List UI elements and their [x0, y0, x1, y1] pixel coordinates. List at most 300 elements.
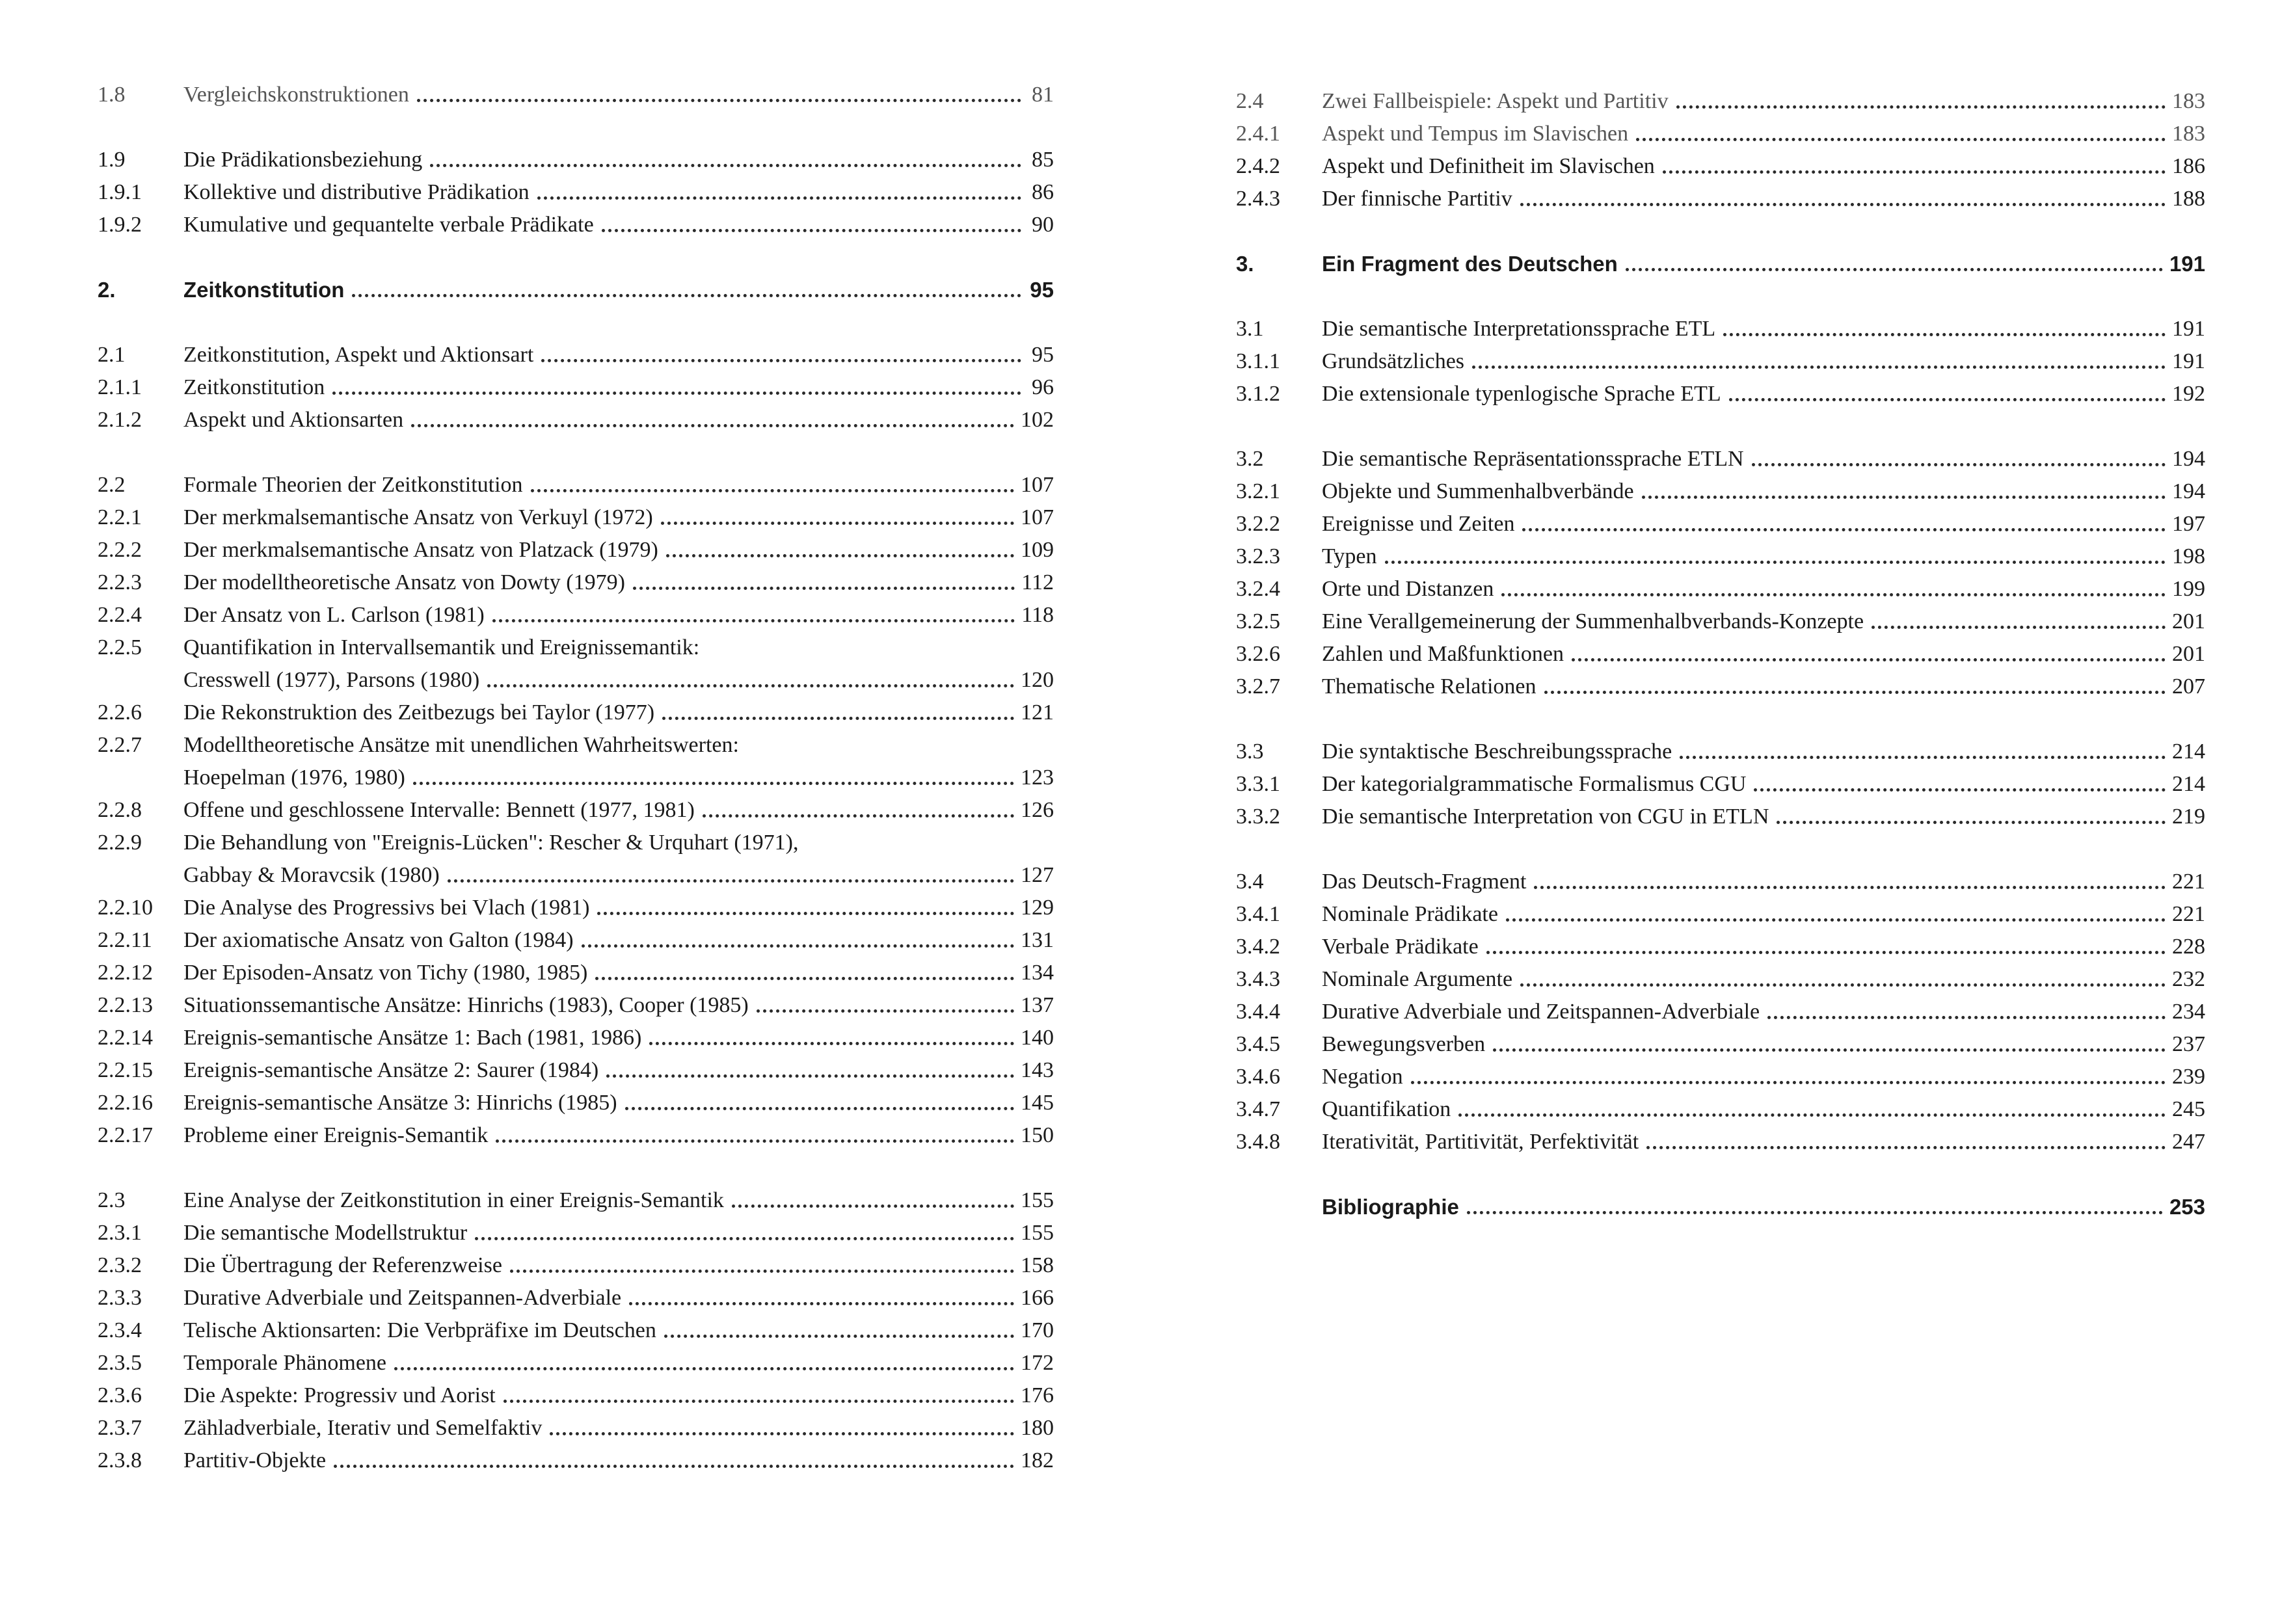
section-number: 3.4 — [1236, 870, 1264, 894]
dot-leader — [1501, 593, 2166, 596]
toc-entry — [1236, 539, 2205, 571]
section-title: Die semantische Modellstruktur — [183, 1221, 468, 1245]
toc-entry — [1236, 506, 2205, 539]
section-number: 3.4.4 — [1236, 1000, 1280, 1024]
page-number: 150 — [1021, 1123, 1054, 1147]
section-title: Hoepelman (1976, 1980) — [183, 765, 405, 790]
section-title: Objekte und Summenhalbverbände — [1322, 479, 1634, 503]
dot-leader — [597, 912, 1014, 915]
toc-entry — [98, 1280, 1054, 1312]
dot-leader — [448, 879, 1014, 883]
section-number: 3.4.6 — [1236, 1065, 1280, 1089]
section-title: Aspekt und Definitheit im Slavischen — [1322, 154, 1655, 178]
section-title: Thematische Relationen — [1322, 674, 1537, 699]
dot-leader — [1872, 626, 2166, 629]
toc-entry — [98, 1312, 1054, 1345]
section-number: 2.2.14 — [98, 1026, 153, 1050]
page-number: 201 — [2172, 642, 2205, 666]
section-number: 3.2.4 — [1236, 577, 1280, 601]
toc-entry — [98, 1247, 1054, 1280]
dot-leader — [1752, 463, 2166, 466]
toc-entry — [98, 565, 1054, 597]
section-title: Der merkmalsemantische Ansatz von Verkuyl (1972) — [183, 505, 653, 529]
toc-entry — [98, 727, 1054, 760]
section-title: Zeitkonstitution — [183, 375, 325, 399]
section-title: Iterativität, Partitivität, Perfektivität — [1322, 1130, 1639, 1154]
section-number: 2.2.3 — [98, 570, 142, 594]
dot-leader — [662, 717, 1014, 720]
toc-entry — [1236, 571, 2205, 604]
toc-entry — [1236, 766, 2205, 799]
dot-leader — [1767, 1016, 2166, 1019]
page-number: 90 — [1032, 213, 1054, 237]
toc-entry — [1236, 441, 2205, 473]
page-number: 96 — [1032, 375, 1054, 399]
page-number: 201 — [2172, 609, 2205, 633]
toc-entry — [98, 142, 1054, 174]
toc-entry — [1236, 669, 2205, 701]
dot-leader — [1680, 756, 2166, 759]
section-number: 2.4.1 — [1236, 122, 1280, 146]
dot-leader — [1636, 138, 2166, 141]
dot-leader — [1520, 983, 2166, 987]
page-number: 95 — [1030, 278, 1054, 302]
dot-leader — [664, 1335, 1014, 1338]
section-title: Das Deutsch-Fragment — [1322, 870, 1527, 894]
section-number: 2.2.12 — [98, 961, 153, 985]
dot-leader — [1534, 886, 2166, 889]
dot-leader — [1493, 1048, 2166, 1052]
section-title: Der Ansatz von L. Carlson (1981) — [183, 603, 485, 627]
dot-leader — [1729, 398, 2166, 401]
section-title: Offene und geschlossene Intervalle: Bennett (1977, 1981) — [183, 798, 695, 822]
section-number: 2.3.1 — [98, 1221, 142, 1245]
page-number: 155 — [1021, 1221, 1054, 1245]
section-number: 3.3.2 — [1236, 805, 1280, 829]
section-number: 2.3.8 — [98, 1448, 142, 1472]
toc-entry — [98, 207, 1054, 239]
dot-leader — [537, 196, 1021, 200]
page-number: 123 — [1021, 765, 1054, 790]
page-number: 129 — [1021, 896, 1054, 920]
toc-entry — [1236, 246, 2205, 278]
section-number: 2.1.1 — [98, 375, 142, 399]
section-title: Die syntaktische Beschreibungssprache — [1322, 739, 1672, 764]
section-number: 2.2.16 — [98, 1091, 153, 1115]
page-number: 158 — [1021, 1253, 1054, 1277]
toc-entry — [98, 174, 1054, 207]
section-title: Nominale Argumente — [1322, 967, 1513, 991]
toc-entry — [98, 922, 1054, 955]
section-number: 3.1.1 — [1236, 349, 1280, 373]
section-title: Negation — [1322, 1065, 1403, 1089]
page-number: 237 — [2172, 1032, 2205, 1056]
toc-entry — [1236, 376, 2205, 408]
toc-entry — [1236, 604, 2205, 636]
dot-leader — [413, 782, 1014, 785]
toc-entry — [98, 272, 1054, 304]
page-number: 214 — [2172, 739, 2205, 764]
section-title: Die semantische Repräsentationssprache ETLN — [1322, 447, 1744, 471]
section-number: 2.3.3 — [98, 1286, 142, 1310]
section-number: 2.2.1 — [98, 505, 142, 529]
section-number: 2.2.5 — [98, 635, 142, 659]
toc-entry — [1236, 1189, 2205, 1221]
page-number: 191 — [2172, 317, 2205, 341]
page-number: 228 — [2172, 935, 2205, 959]
section-number: 1.8 — [98, 83, 126, 107]
section-title: Partitiv-Objekte — [183, 1448, 327, 1472]
section-number: 3.1 — [1236, 317, 1264, 341]
section-title: Der modelltheoretische Ansatz von Dowty (1979) — [183, 570, 625, 594]
toc-entry — [98, 1052, 1054, 1085]
page-number: 109 — [1021, 538, 1054, 562]
page-number: 198 — [2172, 544, 2205, 568]
section-title: Zeitkonstitution, Aspekt und Aktionsart — [183, 343, 534, 367]
page-number: 137 — [1021, 993, 1054, 1017]
section-number: 3.2.5 — [1236, 609, 1280, 633]
section-title: Zwei Fallbeispiele: Aspekt und Partitiv — [1322, 89, 1669, 113]
section-number: 2.3.5 — [98, 1351, 142, 1375]
dot-leader — [606, 1074, 1014, 1078]
section-number: 3.4.1 — [1236, 902, 1280, 926]
toc-entry — [1236, 994, 2205, 1026]
dot-leader — [1486, 951, 2166, 954]
section-title: Bewegungsverben — [1322, 1032, 1486, 1056]
dot-leader — [757, 1009, 1014, 1013]
section-title: Verbale Prädikate — [1322, 935, 1479, 959]
toc-entry — [98, 1117, 1054, 1150]
toc-entry — [98, 337, 1054, 369]
section-number: 2.4 — [1236, 89, 1264, 113]
toc-entry — [98, 695, 1054, 727]
section-title: Die Rekonstruktion des Zeitbezugs bei Taylor (1977) — [183, 700, 655, 725]
toc-entry — [1236, 896, 2205, 929]
dot-leader — [510, 1270, 1014, 1273]
section-number: 2.2.11 — [98, 928, 152, 952]
page-number: 221 — [2172, 870, 2205, 894]
dot-leader — [492, 619, 1015, 622]
page-number: 191 — [2172, 349, 2205, 373]
section-number: 3.4.3 — [1236, 967, 1280, 991]
toc-entry — [1236, 734, 2205, 766]
dot-leader — [503, 1400, 1014, 1403]
section-number: 2.2.6 — [98, 700, 142, 725]
section-title: Die extensionale typenlogische Sprache ETL — [1322, 382, 1721, 406]
section-title: Die Analyse des Progressivs bei Vlach (1981) — [183, 896, 590, 920]
toc-entry — [98, 987, 1054, 1020]
section-title: Zahlen und Maßfunktionen — [1322, 642, 1564, 666]
page-number: 85 — [1032, 148, 1054, 172]
toc-entry — [98, 890, 1054, 922]
section-title: Die Prädikationsbeziehung — [183, 148, 423, 172]
toc-entry — [1236, 343, 2205, 376]
section-number: 2.2.2 — [98, 538, 142, 562]
section-number: 3.4.2 — [1236, 935, 1280, 959]
toc-entry — [1236, 1124, 2205, 1156]
toc-entry — [98, 1215, 1054, 1247]
section-number: 2.2.15 — [98, 1058, 153, 1082]
page-number: 131 — [1021, 928, 1054, 952]
section-number: 2.3 — [98, 1188, 126, 1212]
dot-leader — [1458, 1113, 2166, 1117]
section-title: Ereignis-semantische Ansätze 1: Bach (1981, 1986) — [183, 1026, 642, 1050]
toc-entry — [1236, 311, 2205, 343]
dot-leader — [394, 1367, 1014, 1370]
section-number: 3.2.7 — [1236, 674, 1280, 699]
section-number: 2.3.2 — [98, 1253, 142, 1277]
page-number: 120 — [1021, 668, 1054, 692]
toc-entry — [98, 1443, 1054, 1475]
section-title: Nominale Prädikate — [1322, 902, 1498, 926]
page-number: 245 — [2172, 1097, 2205, 1121]
section-title: Telische Aktionsarten: Die Verbpräfixe im Deutschen — [183, 1318, 656, 1342]
dot-leader — [666, 554, 1014, 557]
toc-entry — [1236, 961, 2205, 994]
section-number: 1.9.1 — [98, 180, 142, 204]
toc-entry — [1236, 636, 2205, 669]
page-number: 121 — [1021, 700, 1054, 725]
page-number: 102 — [1021, 408, 1054, 432]
page-number: 166 — [1021, 1286, 1054, 1310]
page-number: 207 — [2172, 674, 2205, 699]
section-title: Die semantische Interpretationssprache ETL — [1322, 317, 1716, 341]
section-title: Der kategorialgrammatische Formalismus CGU — [1322, 772, 1747, 796]
section-title: Die Behandlung von "Ereignis-Lücken": Rescher & Urquhart (1971), — [183, 831, 799, 855]
page-number: 134 — [1021, 961, 1054, 985]
page-number: 180 — [1021, 1416, 1054, 1440]
page-number: 172 — [1021, 1351, 1054, 1375]
toc-entry — [98, 955, 1054, 987]
toc-entry — [1236, 116, 2205, 148]
section-number: 3.2.1 — [1236, 479, 1280, 503]
section-title: Die Übertragung der Referenzweise — [183, 1253, 502, 1277]
toc-entry — [1236, 1091, 2205, 1124]
dot-leader — [1572, 658, 2166, 661]
page-number: 192 — [2172, 382, 2205, 406]
page-number: 219 — [2172, 805, 2205, 829]
section-title: Der merkmalsemantische Ansatz von Platzack (1979) — [183, 538, 658, 562]
dot-leader — [487, 684, 1014, 687]
dot-leader — [1642, 496, 2166, 499]
page-number: 86 — [1032, 180, 1054, 204]
page-number: 194 — [2172, 479, 2205, 503]
section-number: 1.9 — [98, 148, 126, 172]
page-number: 95 — [1032, 343, 1054, 367]
page-number: 183 — [2172, 122, 2205, 146]
page-number: 186 — [2172, 154, 2205, 178]
dot-leader — [1754, 788, 2166, 792]
section-title: Grundsätzliches — [1322, 349, 1465, 373]
page-number: 188 — [2172, 187, 2205, 211]
section-title: Die semantische Interpretation von CGU in ETLN — [1322, 805, 1769, 829]
toc-entry — [98, 1020, 1054, 1052]
section-title: Zeitkonstitution — [183, 278, 345, 302]
section-title: Durative Adverbiale und Zeitspannen-Adverbiale — [1322, 1000, 1760, 1024]
section-title: Gabbay & Moravcsik (1980) — [183, 863, 440, 887]
dot-leader — [582, 944, 1014, 948]
dot-leader — [417, 99, 1021, 102]
section-title: Temporale Phänomene — [183, 1351, 387, 1375]
dot-leader — [1646, 1146, 2166, 1149]
section-number: 2.3.4 — [98, 1318, 142, 1342]
dot-leader — [1676, 105, 2166, 109]
section-title: Eine Verallgemeinerung der Summenhalbverbands-Konzepte — [1322, 609, 1864, 633]
toc-entry — [1236, 1026, 2205, 1059]
toc-entry — [1236, 799, 2205, 831]
page-number: 199 — [2172, 577, 2205, 601]
page-number: 183 — [2172, 89, 2205, 113]
toc-entry — [1236, 83, 2205, 116]
section-title: Quantifikation in Intervallsemantik und Ereignissemantik: — [183, 635, 700, 659]
dot-leader — [625, 1107, 1014, 1110]
page-number: 118 — [1021, 603, 1054, 627]
section-title: Der Episoden-Ansatz von Tichy (1980, 1985) — [183, 961, 588, 985]
page-number: 197 — [2172, 512, 2205, 536]
dot-leader — [629, 1302, 1014, 1305]
dot-leader — [661, 522, 1014, 525]
section-number: 2.4.3 — [1236, 187, 1280, 211]
section-number: 2. — [98, 278, 116, 302]
section-title: Ereignisse und Zeiten — [1322, 512, 1515, 536]
dot-leader — [496, 1139, 1014, 1143]
page-number: 140 — [1021, 1026, 1054, 1050]
toc-entry — [98, 1182, 1054, 1215]
dot-leader — [1544, 691, 2166, 694]
dot-leader — [1663, 170, 2166, 174]
section-number: 2.2 — [98, 473, 126, 497]
toc-entry — [1236, 864, 2205, 896]
dot-leader — [649, 1042, 1014, 1045]
dot-leader — [1520, 203, 2166, 206]
section-title: Aspekt und Tempus im Slavischen — [1322, 122, 1629, 146]
dot-leader — [633, 587, 1015, 590]
section-number: 3.3 — [1236, 739, 1264, 764]
dot-leader — [541, 359, 1021, 362]
page-number: 214 — [2172, 772, 2205, 796]
section-number: 2.2.7 — [98, 733, 142, 757]
dot-leader — [332, 392, 1021, 395]
section-title: Probleme einer Ereignis-Semantik — [183, 1123, 489, 1147]
section-title: Ereignis-semantische Ansätze 3: Hinrichs (1985) — [183, 1091, 617, 1115]
dot-leader — [1506, 918, 2166, 922]
page-number: 126 — [1021, 798, 1054, 822]
page-number: 112 — [1021, 570, 1054, 594]
section-title: Der finnische Partitiv — [1322, 187, 1512, 211]
dot-leader — [550, 1432, 1014, 1435]
page-number: 155 — [1021, 1188, 1054, 1212]
section-number: 2.1 — [98, 343, 126, 367]
section-number: 3.4.8 — [1236, 1130, 1280, 1154]
dot-leader — [531, 489, 1014, 492]
section-number: 3.4.7 — [1236, 1097, 1280, 1121]
section-title: Aspekt und Aktionsarten — [183, 408, 404, 432]
toc-entry — [98, 630, 1054, 662]
dot-leader — [1467, 1211, 2163, 1214]
toc-entry — [98, 825, 1054, 857]
toc-entry — [98, 402, 1054, 434]
section-number: 3. — [1236, 252, 1254, 276]
section-number: 2.3.6 — [98, 1383, 142, 1407]
dot-leader — [703, 814, 1014, 818]
toc-entry — [98, 369, 1054, 402]
section-title: Ereignis-semantische Ansätze 2: Saurer (1984) — [183, 1058, 599, 1082]
page-number: 182 — [1021, 1448, 1054, 1472]
dot-leader — [411, 424, 1014, 427]
section-number: 3.3.1 — [1236, 772, 1280, 796]
toc-entry — [98, 597, 1054, 630]
page-number: 107 — [1021, 505, 1054, 529]
section-title: Orte und Distanzen — [1322, 577, 1494, 601]
page-number: 143 — [1021, 1058, 1054, 1082]
section-number: 3.2 — [1236, 447, 1264, 471]
section-title: Quantifikation — [1322, 1097, 1451, 1121]
dot-leader — [475, 1237, 1014, 1240]
toc-entry — [98, 77, 1054, 109]
toc-entry — [1236, 473, 2205, 506]
section-title: Kumulative und gequantelte verbale Prädikate — [183, 213, 594, 237]
section-title: Cresswell (1977), Parsons (1980) — [183, 668, 480, 692]
page-number: 127 — [1021, 863, 1054, 887]
section-number: 3.4.5 — [1236, 1032, 1280, 1056]
section-title: Durative Adverbiale und Zeitspannen-Adverbiale — [183, 1286, 622, 1310]
page-number: 81 — [1032, 83, 1054, 107]
dot-leader — [1723, 333, 2166, 336]
section-title: Zähladverbiale, Iterativ und Semelfaktiv — [183, 1416, 543, 1440]
section-number: 2.3.7 — [98, 1416, 142, 1440]
section-title: Typen — [1322, 544, 1377, 568]
toc-entry — [98, 467, 1054, 499]
page-number: 234 — [2172, 1000, 2205, 1024]
section-title: Modelltheoretische Ansätze mit unendlichen Wahrheitswerten: — [183, 733, 739, 757]
dot-leader — [602, 229, 1021, 232]
section-title: Der axiomatische Ansatz von Galton (1984) — [183, 928, 574, 952]
section-number: 2.2.9 — [98, 831, 142, 855]
page-number: 145 — [1021, 1091, 1054, 1115]
section-number: 3.2.2 — [1236, 512, 1280, 536]
section-number: 2.1.2 — [98, 408, 142, 432]
section-title: Formale Theorien der Zeitkonstitution — [183, 473, 523, 497]
dot-leader — [334, 1465, 1014, 1468]
dot-leader — [352, 294, 1021, 297]
page-number: 247 — [2172, 1130, 2205, 1154]
section-title: Situationssemantische Ansätze: Hinrichs (1983), Cooper (1985) — [183, 993, 749, 1017]
section-number: 2.4.2 — [1236, 154, 1280, 178]
toc-entry — [1236, 181, 2205, 213]
dot-leader — [595, 977, 1014, 980]
section-number: 2.2.10 — [98, 896, 153, 920]
toc-entry — [98, 857, 1054, 890]
dot-leader — [732, 1205, 1014, 1208]
toc-entry — [98, 792, 1054, 825]
page-number: 239 — [2172, 1065, 2205, 1089]
section-title: Kollektive und distributive Prädikation — [183, 180, 530, 204]
section-number: 2.2.17 — [98, 1123, 153, 1147]
section-number: 2.2.8 — [98, 798, 142, 822]
section-title: Ein Fragment des Deutschen — [1322, 252, 1618, 276]
toc-entry — [98, 532, 1054, 565]
section-title: Die Aspekte: Progressiv und Aorist — [183, 1383, 496, 1407]
dot-leader — [1472, 366, 2166, 369]
toc-entry — [98, 1345, 1054, 1378]
section-number: 3.2.3 — [1236, 544, 1280, 568]
toc-entry — [1236, 148, 2205, 181]
page-number: 107 — [1021, 473, 1054, 497]
page-number: 170 — [1021, 1318, 1054, 1342]
page-number: 176 — [1021, 1383, 1054, 1407]
dot-leader — [1522, 528, 2166, 531]
toc-entry — [1236, 929, 2205, 961]
